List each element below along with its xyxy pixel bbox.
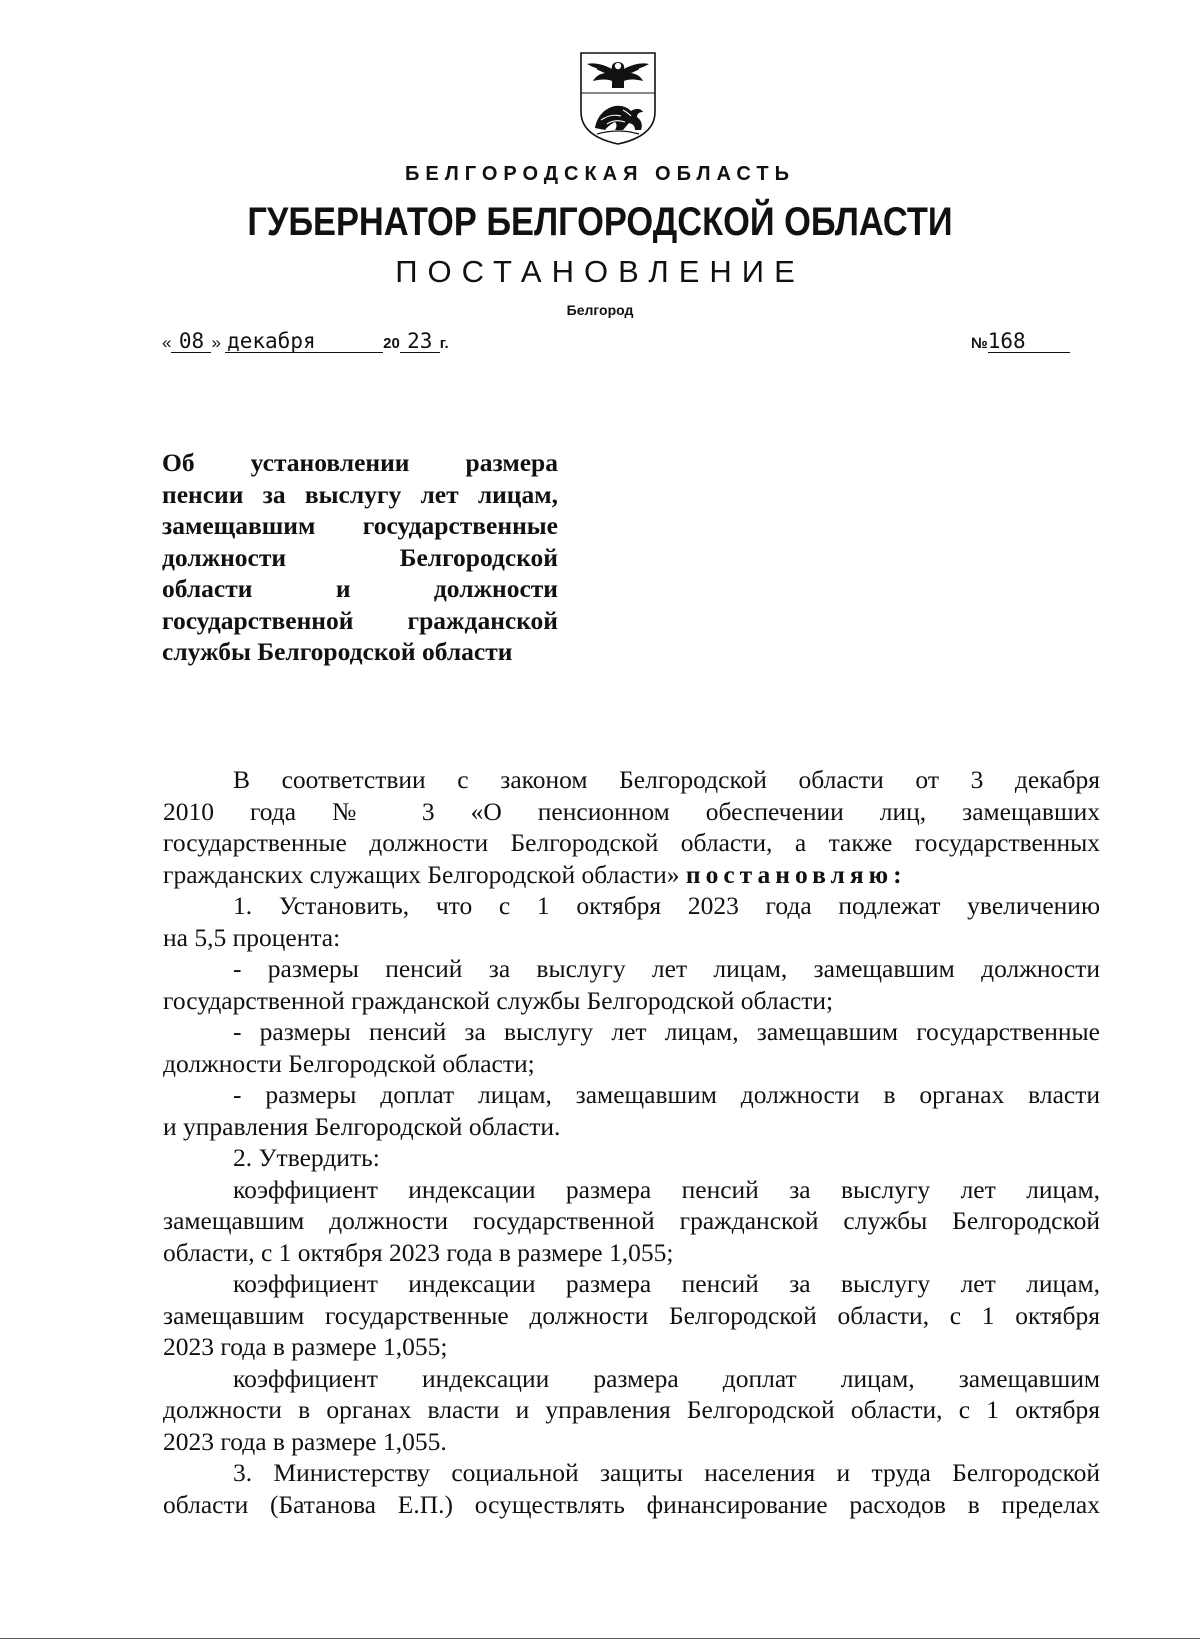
decree-subject (162, 447, 558, 668)
date-month: декабря (225, 330, 383, 353)
body-line: коэффициент индексации размера пенсий за выслугу лет лицам, (233, 1174, 1100, 1204)
body-line: - размеры пенсий за выслугу лет лицам, замещавшим должности (233, 954, 1100, 983)
body-line: - размеры доплат лицам, замещавшим должности в органах власти (233, 1080, 1100, 1109)
date-year-abbr: г. (439, 335, 449, 352)
decree-keyword: постановляю (685, 859, 894, 889)
date-quote-close: » (211, 333, 221, 352)
body-line: 2. Утвердить: (233, 1143, 380, 1172)
decree-body (163, 764, 1100, 1520)
city-name: Белгород (566, 302, 634, 318)
scan-bottom-rule (0, 1638, 1200, 1639)
date-quote-open: « (162, 333, 172, 352)
body-line: 2023 года в размере 1,055. (163, 1426, 447, 1456)
decree-keyword-colon: : (893, 859, 902, 889)
body-line-with-keyword (163, 859, 1100, 891)
decree-date (162, 330, 449, 353)
number-value: 168 (988, 330, 1070, 353)
body-line: В соответствии с законом Белгородской области от 3 декабря (233, 765, 1100, 794)
subject-line: пенсии за выслугу лет лицам, (162, 479, 558, 509)
subject-line: государственной гражданской (162, 605, 558, 635)
body-line: - размеры пенсий за выслугу лет лицам, замещавшим государственные (233, 1017, 1100, 1046)
body-line: коэффициент индексации размера пенсий за выслугу лет лицам, (233, 1269, 1100, 1298)
body-line: области, с 1 октября 2023 года в размере 1,055; (163, 1237, 674, 1267)
subject-line: области и должности (162, 574, 558, 603)
body-line: замещавшим государственные должности Белгородской области, с 1 октября (163, 1300, 1100, 1330)
body-line-text: гражданских служащих Белгородской области» (163, 859, 680, 889)
body-line: государственные должности Белгородской области, а также государственных (163, 828, 1100, 857)
subject-line: должности Белгородской (162, 542, 558, 572)
body-line: государственной гражданской службы Белгородской области; (163, 985, 834, 1015)
body-line: и управления Белгородской области. (163, 1111, 561, 1141)
date-year-prefix: 20 (383, 335, 400, 352)
body-line: замещавшим должности государственной гражданской службы Белгородской (163, 1206, 1100, 1235)
document-type-title: ПОСТАНОВЛЕНИЕ (395, 254, 805, 289)
body-line: области (Батанова Е.П.) осуществлять финансирование расходов в пределах (163, 1489, 1100, 1519)
governor-title: ГУБЕРНАТОР БЕЛГОРОДСКОЙ ОБЛАСТИ (247, 200, 953, 244)
body-line: коэффициент индексации размера доплат лицам, замещавшим (233, 1363, 1100, 1393)
body-line: 3. Министерству социальной защиты населения и труда Белгородской (233, 1458, 1100, 1487)
body-line: должности в органах власти и управления Белгородской области, с 1 октября (163, 1395, 1100, 1424)
region-name: БЕЛГОРОДСКАЯ ОБЛАСТЬ (405, 163, 795, 185)
body-line: 2023 года в размере 1,055; (163, 1332, 448, 1361)
coat-of-arms-emblem (577, 50, 659, 146)
subject-line: замещавшим государственные (162, 511, 558, 540)
date-year-suffix: 23 (400, 330, 440, 353)
subject-line: Об установлении размера (162, 448, 558, 477)
body-line: должности Белгородской области; (163, 1048, 535, 1078)
body-line: 1. Установить, что с 1 октября 2023 года подлежат увеличению (233, 891, 1100, 920)
date-day: 08 (171, 330, 211, 353)
decree-number (971, 330, 1070, 353)
body-line: 2010 года № 3 «О пенсионном обеспечении лиц, замещавших (163, 796, 1100, 826)
subject-line: службы Белгородской области (162, 637, 513, 666)
number-label: № (971, 335, 988, 352)
body-line: на 5,5 процента: (163, 922, 341, 952)
